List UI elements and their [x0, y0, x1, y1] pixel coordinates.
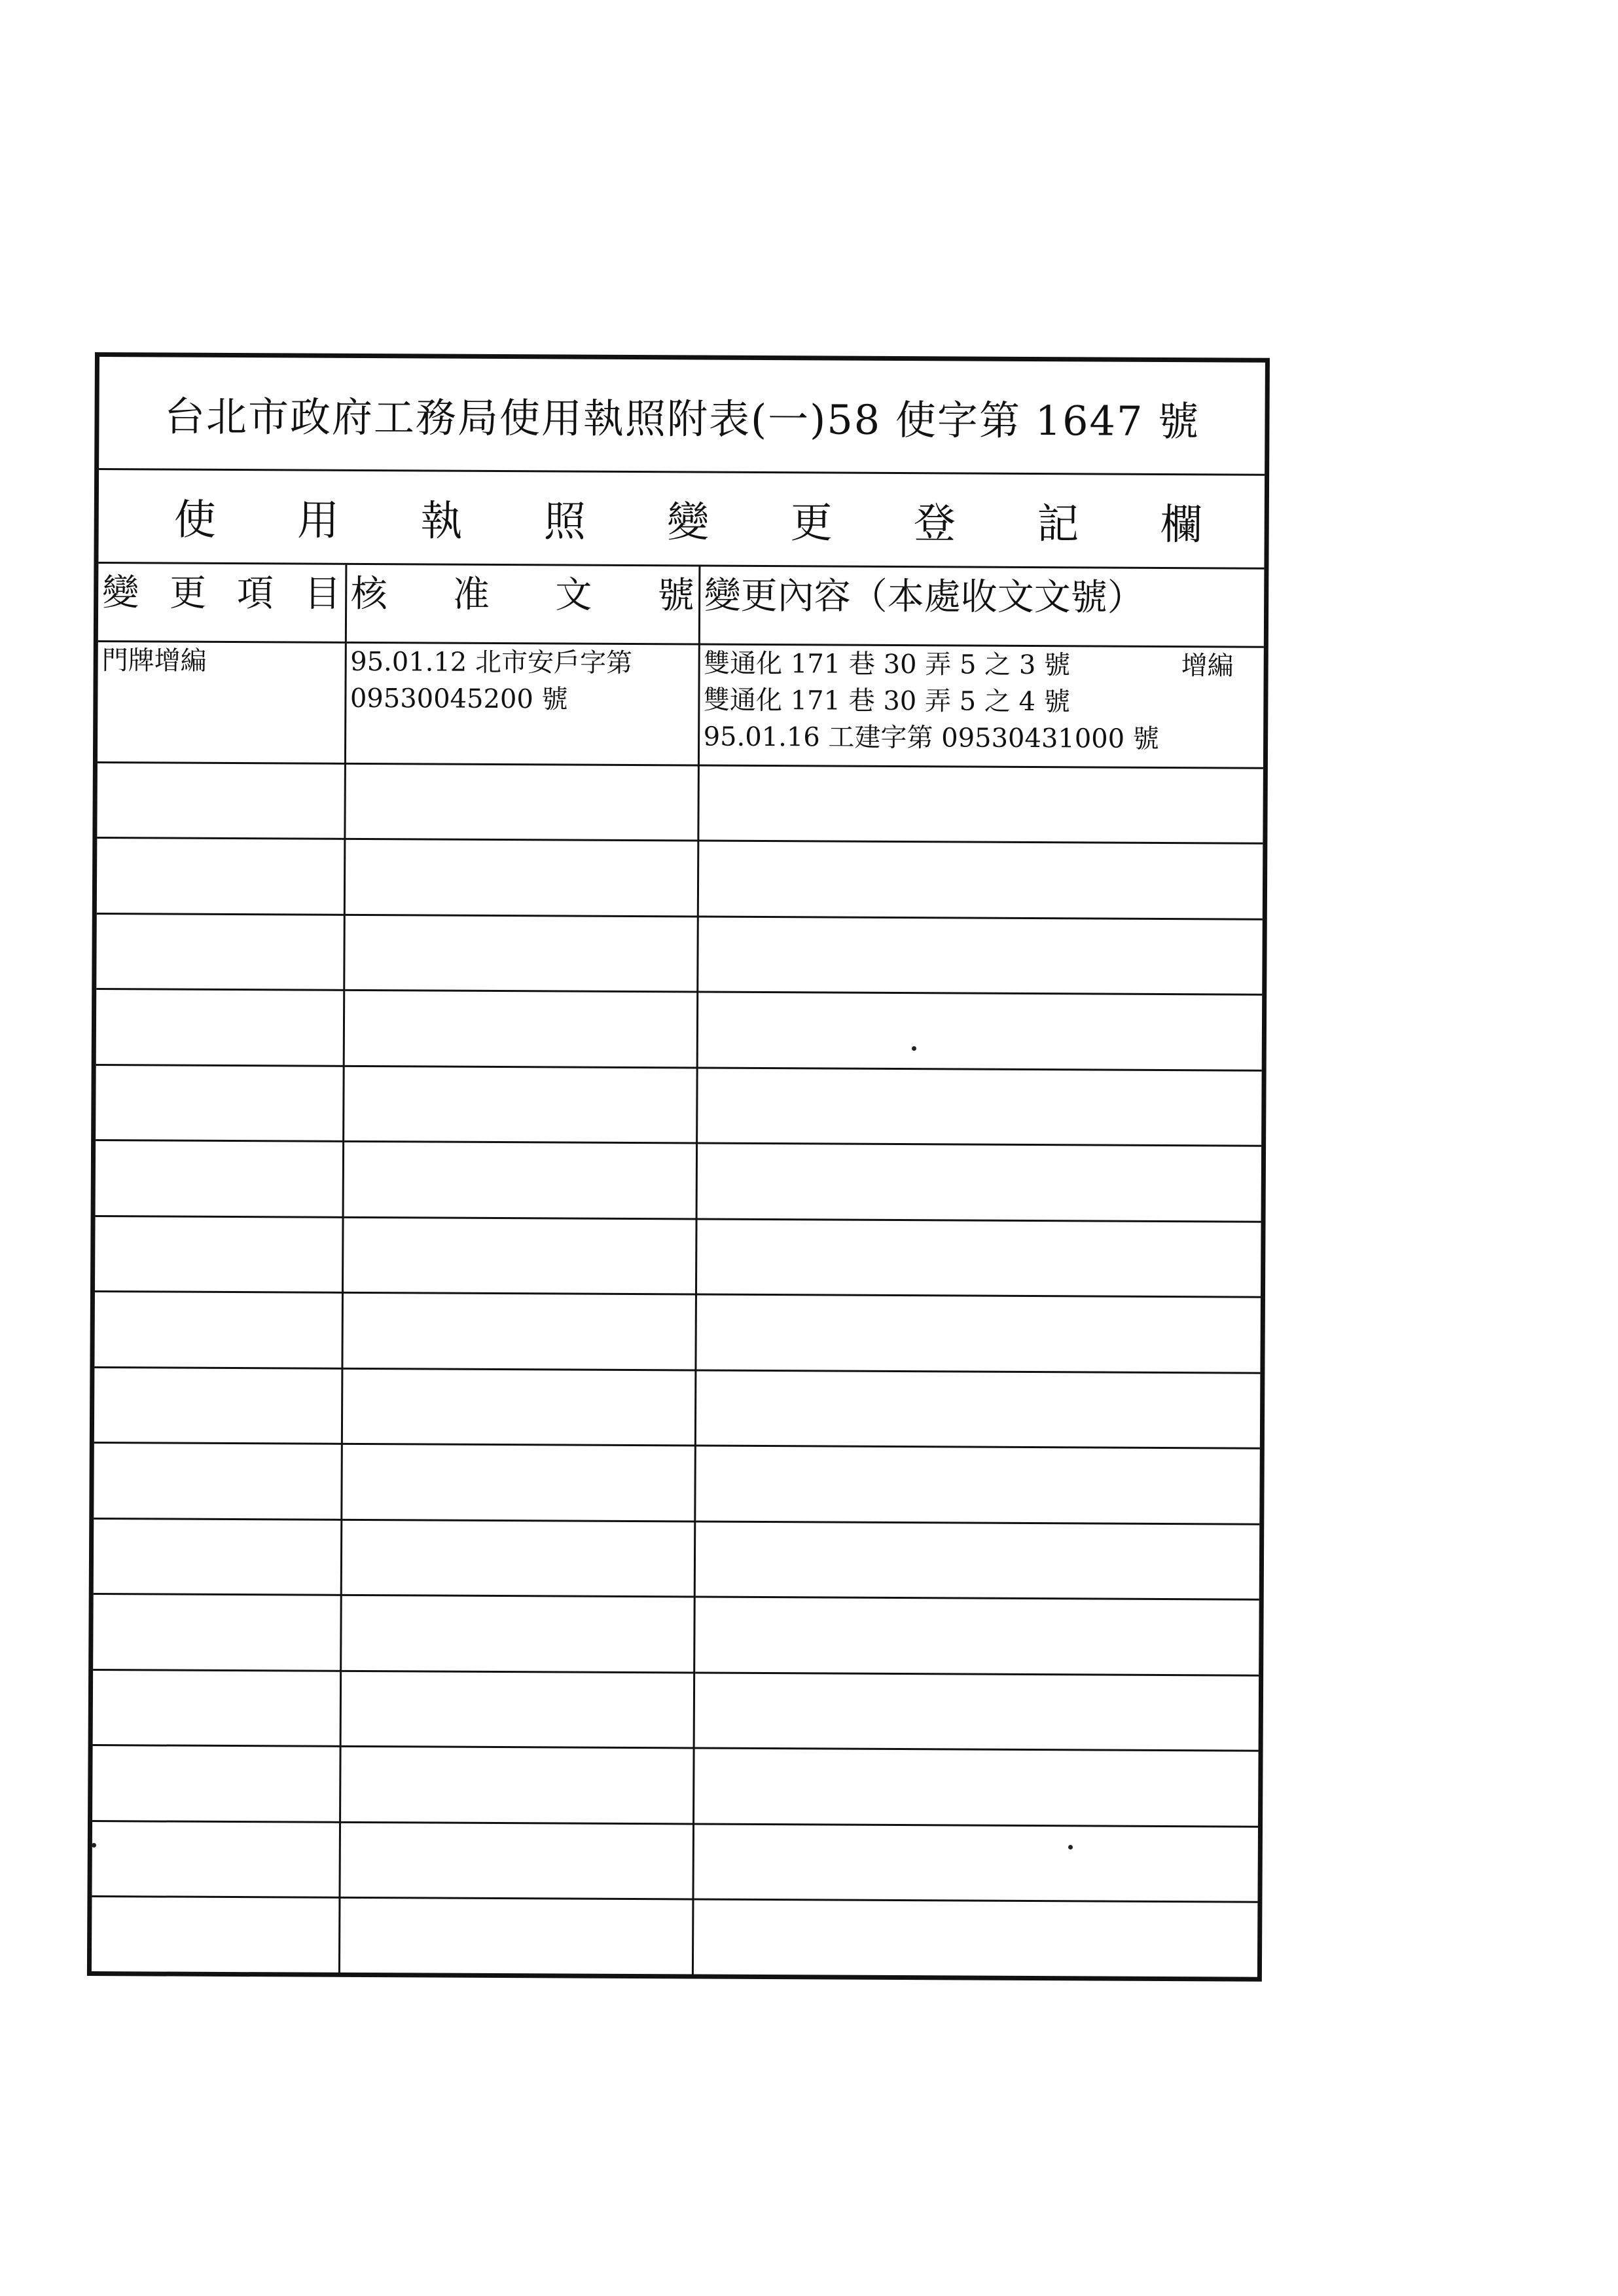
- column-header-item: 變 更 項 目: [98, 564, 346, 642]
- column-header-row: [98, 564, 1265, 647]
- section-heading-char: 照: [543, 498, 586, 547]
- approval-number-cell: [344, 839, 698, 916]
- table-row: [92, 1821, 1258, 1902]
- change-content-cell: [692, 1823, 1258, 1902]
- change-content-cell: [696, 1143, 1262, 1222]
- change-content-cell: [693, 1748, 1259, 1827]
- section-heading-char: 記: [1037, 500, 1079, 549]
- change-content-cell: [695, 1294, 1261, 1373]
- change-item-cell: [96, 1140, 344, 1217]
- approval-number-cell: [342, 1217, 696, 1294]
- table-row: [94, 1367, 1261, 1448]
- section-heading-char: 登: [913, 500, 956, 549]
- approval-number-line: 95.01.12 北市安戶字第: [350, 646, 633, 678]
- section-heading-char: 使: [173, 496, 216, 545]
- approval-number-cell: [343, 1141, 697, 1218]
- change-content-cell: [692, 1899, 1258, 1978]
- change-content-cell: [697, 992, 1263, 1070]
- change-content-cell: [695, 1370, 1261, 1449]
- table-row: [92, 1897, 1258, 1978]
- approval-number-cell: [339, 1822, 693, 1899]
- approval-number-cell: [342, 1292, 696, 1370]
- change-item-text: 門牌增編: [101, 645, 207, 676]
- approval-number-cell: [340, 1595, 694, 1672]
- form-title: 台北市政府工務局使用執照附表(一)58 使字第 1647 號: [99, 357, 1265, 476]
- change-item-cell: [96, 989, 344, 1066]
- approval-number-cell: [343, 1066, 697, 1143]
- change-item-cell: [96, 913, 344, 990]
- approval-number-cell: [339, 1897, 693, 1975]
- table-row: [94, 1292, 1261, 1373]
- table-row: [96, 1140, 1262, 1222]
- change-item-cell: [98, 641, 346, 763]
- change-item-cell: [95, 1216, 343, 1292]
- table-row: [96, 1065, 1262, 1146]
- approval-number-cell: [344, 990, 698, 1067]
- approval-number-cell: [344, 763, 698, 841]
- change-content-cell: [698, 644, 1264, 768]
- table-row: [93, 1669, 1259, 1751]
- approval-number-line: 09530045200 號: [350, 683, 568, 715]
- approval-number-cell: [345, 642, 699, 765]
- change-item-cell: [96, 1065, 344, 1141]
- table-row: [93, 1594, 1259, 1675]
- approval-number-cell: [344, 915, 698, 992]
- section-heading-char: 欄: [1160, 500, 1202, 550]
- column-header-content: 變 更 內 容 （本處收文文號）: [699, 567, 1265, 647]
- change-content-cell: [694, 1597, 1259, 1675]
- change-content-cell: [694, 1446, 1260, 1524]
- approval-number-cell: [341, 1520, 695, 1597]
- usage-permit-change-form: [87, 352, 1270, 1982]
- change-register-table: [92, 564, 1264, 1978]
- section-heading-char: 用: [297, 496, 340, 545]
- change-content-line: [704, 645, 1260, 684]
- scan-speck: [1068, 1845, 1073, 1850]
- approval-number-cell: [342, 1368, 696, 1446]
- table-row: [92, 1745, 1259, 1827]
- section-heading-char: 執: [420, 497, 463, 546]
- column-header-approval: 核 准 文 號: [346, 565, 700, 644]
- table-row: [98, 641, 1264, 768]
- approval-number-cell: [340, 1671, 694, 1748]
- scan-speck: [92, 1843, 96, 1848]
- change-content-cell: [696, 1219, 1261, 1298]
- table-row: [96, 989, 1263, 1070]
- change-item-cell: [92, 1745, 340, 1822]
- change-item-cell: [93, 1594, 341, 1671]
- table-row: [94, 1443, 1260, 1524]
- change-item-cell: [97, 838, 345, 915]
- change-item-cell: [94, 1367, 342, 1444]
- change-content-cell: [697, 917, 1263, 995]
- table-row: [94, 1518, 1260, 1599]
- change-content-tag: 增編: [1181, 650, 1234, 682]
- change-content-cell: [694, 1672, 1259, 1751]
- change-item-cell: [94, 1443, 342, 1520]
- approval-number-cell: [340, 1746, 694, 1823]
- change-content-cell: [696, 1068, 1262, 1146]
- change-item-cell: [94, 1292, 342, 1368]
- table-row: [95, 1216, 1261, 1297]
- scan-speck: [912, 1046, 916, 1051]
- change-content-cell: [698, 765, 1263, 844]
- table-row: [97, 838, 1263, 919]
- change-content-text: 雙通化 171 巷 30 弄 5 之 3 號: [704, 648, 1071, 680]
- change-content-line: 雙通化 171 巷 30 弄 5 之 4 號: [703, 685, 1070, 717]
- table-row: [96, 913, 1263, 994]
- change-item-cell: [92, 1821, 340, 1897]
- section-heading: [98, 470, 1265, 570]
- approval-number-cell: [341, 1444, 695, 1521]
- section-heading-char: 變: [667, 498, 710, 547]
- change-item-cell: [92, 1897, 340, 1973]
- change-item-cell: [93, 1669, 341, 1746]
- change-content-cell: [694, 1521, 1260, 1599]
- change-content-cell: [698, 841, 1263, 919]
- change-item-cell: [94, 1518, 342, 1595]
- change-content-line: 95.01.16 工建字第 09530431000 號: [703, 721, 1159, 754]
- change-item-cell: [97, 762, 345, 839]
- section-heading-char: 更: [790, 499, 833, 548]
- table-row: [97, 762, 1263, 843]
